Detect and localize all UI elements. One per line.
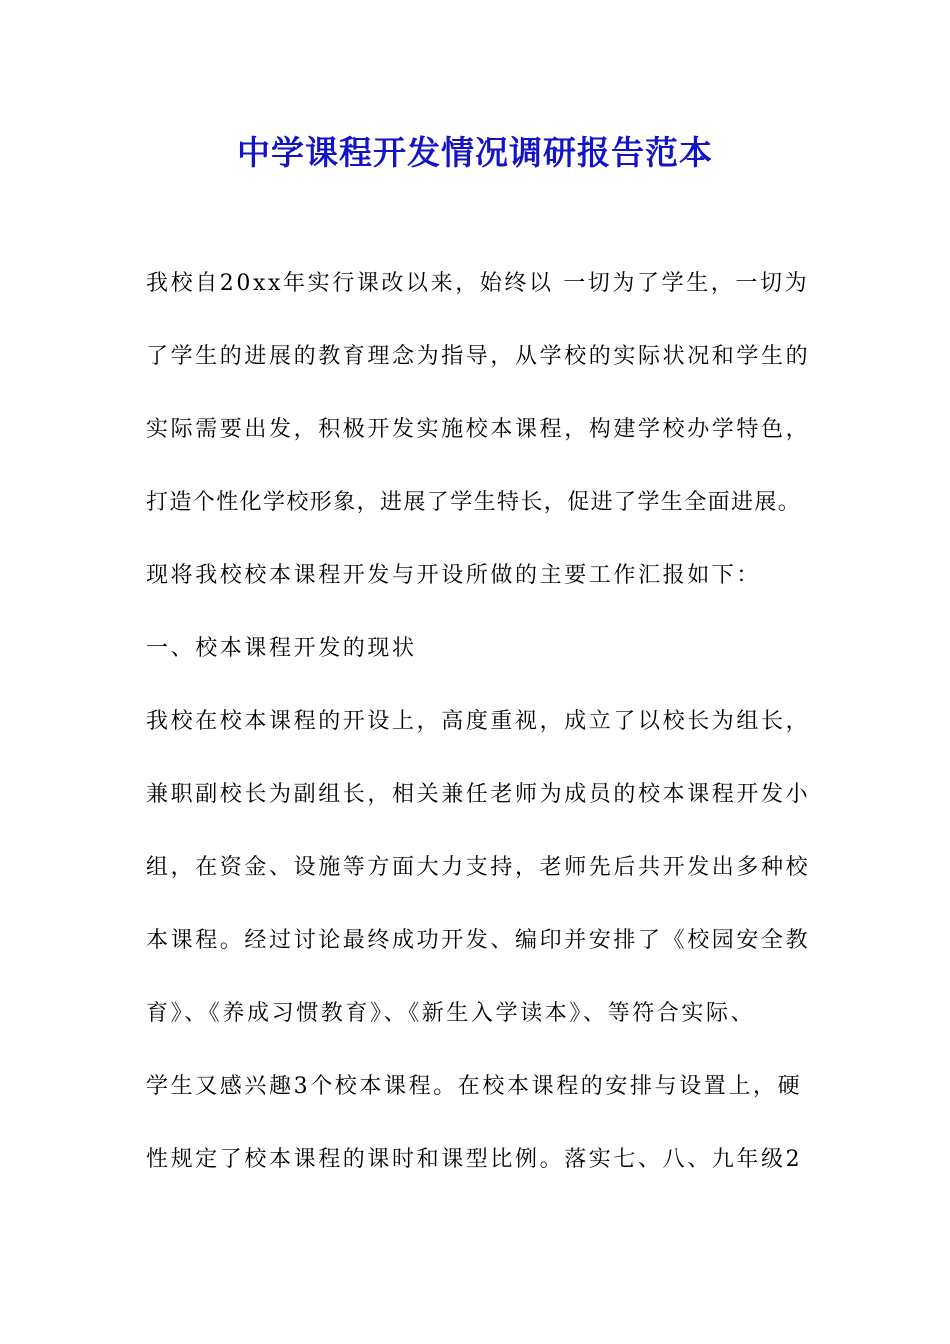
paragraph-line: 实际需要出发，积极开发实施校本课程，构建学校办学特色， (146, 417, 811, 442)
paragraph-line: 了学生的进展的教育理念为指导，从学校的实际状况和学生的 (146, 344, 811, 369)
paragraph-line: 本课程。经过讨论最终成功开发、编印并安排了《校园安全教 (146, 928, 811, 953)
paragraph-line: 兼职副校长为副组长，相关兼任老师为成员的校本课程开发小 (146, 782, 811, 807)
paragraph-line: 学生又感兴趣3个校本课程。在校本课程的安排与设置上，硬 (146, 1074, 803, 1099)
paragraph-line: 现将我校校本课程开发与开设所做的主要工作汇报如下： (146, 563, 762, 588)
paragraph-line: 打造个性化学校形象，进展了学生特长，促进了学生全面进展。 (146, 490, 802, 515)
paragraph-line: 我校在校本课程的开设上，高度重视，成立了以校长为组长， (146, 709, 811, 734)
paragraph-line: 育》、《养成习惯教育》、《新生入学读本》、等符合实际、 (146, 1001, 756, 1026)
section-heading: 一、校本课程开发的现状 (146, 636, 417, 661)
paragraph-line: 我校自20xx年实行课改以来，始终以 一切为了学生，一切为 (146, 271, 810, 296)
document-title: 中学课程开发情况调研报告范本 (237, 133, 713, 172)
document-body (146, 262, 846, 1211)
paragraph-line: 组，在资金、设施等方面大力支持，老师先后共开发出多种校 (146, 855, 811, 880)
paragraph-line: 性规定了校本课程的课时和课型比例。落实七、八、九年级2 (146, 1147, 803, 1172)
